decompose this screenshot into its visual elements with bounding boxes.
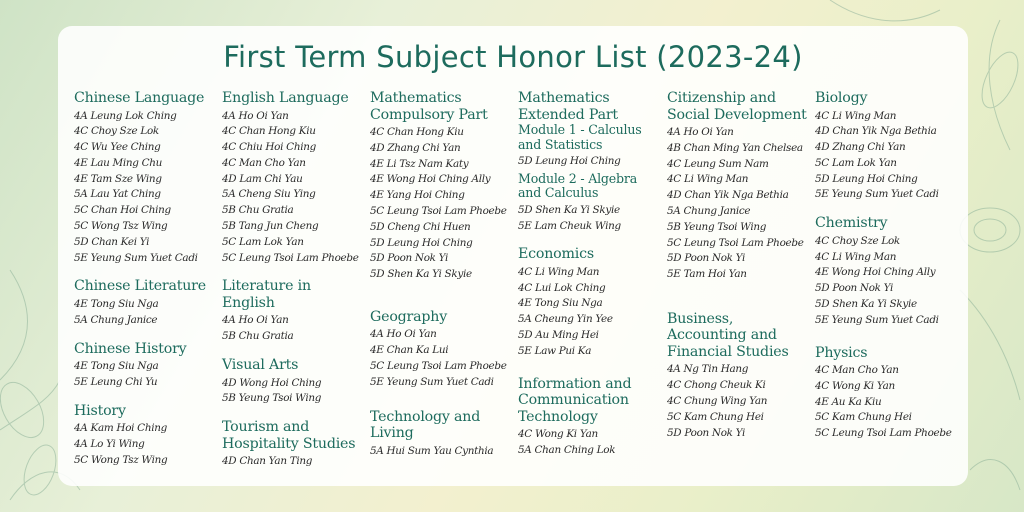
student-entry: 4E Wong Hoi Ching Ally <box>370 173 491 186</box>
student-entry: 4C Choy Sze Lok <box>74 125 159 138</box>
subject-heading: Geography <box>370 308 448 325</box>
student-entry: 5D Shen Ka Yi Skyie <box>370 268 472 281</box>
student-list <box>74 109 224 267</box>
student-entry: 4C Man Cho Yan <box>815 364 899 377</box>
student-entry: 4A Lo Yi Wing <box>74 437 145 450</box>
student-entry: 5D Poon Nok Yi <box>667 426 746 439</box>
student-entry: 5D Shen Ka Yi Skyie <box>518 203 620 216</box>
subject-heading: Mathematics Extended Part <box>518 90 618 123</box>
student-entry: 4E Chan Ka Lui <box>370 344 449 357</box>
column-2 <box>222 90 372 482</box>
subject-heading: Chemistry <box>815 215 888 232</box>
student-entry: 5D Leung Hoi Ching <box>370 236 473 249</box>
subject-heading: Chinese Literature <box>74 278 206 295</box>
column-6 <box>815 90 965 454</box>
student-entry: 5D Leung Hoi Ching <box>518 155 621 167</box>
student-entry: 4E Li Tsz Nam Katy <box>370 157 469 170</box>
module-subheading: Module 1 - Calculus and Statistics <box>518 122 642 152</box>
student-entry: 4A Leung Lok Ching <box>74 109 177 122</box>
student-entry: 5E Yeung Sum Yuet Cadi <box>815 313 939 326</box>
student-entry: 5A Lau Yat Ching <box>74 188 161 201</box>
student-entry: 5C Wong Tsz Wing <box>74 220 168 233</box>
subject-heading: Chinese Language <box>74 90 205 106</box>
student-entry: 5C Kam Chung Hei <box>815 411 912 424</box>
subject-section <box>74 341 224 391</box>
student-list <box>370 327 520 390</box>
student-entry: 4C Wong Ki Yan <box>518 428 598 441</box>
student-list <box>815 234 965 329</box>
subject-heading: History <box>74 402 126 419</box>
student-entry: 5D Poon Nok Yi <box>815 282 894 295</box>
student-entry: 5A Chung Janice <box>74 313 158 326</box>
subject-section <box>222 90 372 266</box>
subject-heading: Physics <box>815 344 868 361</box>
student-entry: 5B Yeung Tsoi Wing <box>667 220 767 233</box>
student-entry: 4C Li Wing Man <box>815 250 897 263</box>
student-entry: 5E Leung Chi Yu <box>74 375 158 388</box>
student-entry: 5E Tam Hoi Yan <box>667 268 747 281</box>
student-list <box>74 359 224 391</box>
student-entry: 4E Lau Ming Chu <box>74 156 163 169</box>
subject-heading: Economics <box>518 246 594 263</box>
subject-heading: Business, Accounting and Financial Studies <box>667 310 789 360</box>
student-entry: 4C Li Wing Man <box>815 109 897 122</box>
student-entry: 5D Poon Nok Yi <box>370 252 449 265</box>
subject-heading: Visual Arts <box>222 357 299 374</box>
subject-section <box>370 309 520 391</box>
student-entry: 5E Lam Cheuk Wing <box>518 219 621 232</box>
student-entry: 5C Kam Chung Hei <box>667 410 764 423</box>
student-entry: 5D Shen Ka Yi Skyie <box>815 297 917 310</box>
page-title: First Term Subject Honor List (2023-24) <box>223 40 803 74</box>
student-entry: 5B Yeung Tsoi Wing <box>222 392 322 405</box>
student-entry: 5B Tang Jun Cheng <box>222 220 319 233</box>
student-list <box>370 444 520 460</box>
student-entry: 5C Leung Tsoi Lam Phoebe <box>222 251 359 264</box>
student-entry: 4E Wong Hoi Ching Ally <box>815 266 936 279</box>
subject-section <box>370 90 520 283</box>
student-entry: 4E Tong Siu Nga <box>74 360 159 373</box>
student-list <box>222 109 372 267</box>
student-entry: 4C Li Wing Man <box>667 173 749 186</box>
student-entry: 4C Lui Lok Ching <box>518 281 606 294</box>
student-entry: 4C Chong Cheuk Ki <box>667 379 766 392</box>
student-entry: 5E Yeung Sum Yuet Cadi <box>370 375 494 388</box>
student-entry: 4A Ng Tin Hang <box>667 363 749 376</box>
student-entry: 4C Chan Hong Kiu <box>222 125 316 138</box>
student-entry: 5E Yeung Sum Yuet Cadi <box>74 251 198 264</box>
student-list <box>815 363 965 442</box>
student-entry: 4C Wu Yee Ching <box>74 141 161 154</box>
subject-heading: Chinese History <box>74 340 187 357</box>
student-entry: 5E Law Pui Ka <box>518 344 592 357</box>
student-list <box>74 421 224 468</box>
student-entry: 5A Chan Ching Lok <box>518 443 616 456</box>
subject-section <box>667 90 817 283</box>
student-list <box>222 376 372 408</box>
student-list <box>518 265 668 360</box>
student-entry: 5E Yeung Sum Yuet Cadi <box>815 188 939 201</box>
subject-section <box>222 357 372 407</box>
honor-list-panel <box>58 26 968 486</box>
student-entry: 5C Wong Tsz Wing <box>74 453 168 466</box>
student-entry: 4C Li Wing Man <box>518 265 600 278</box>
student-list <box>667 125 817 283</box>
subject-heading: Information and Communication Technology <box>518 375 632 425</box>
student-entry: 4C Chan Hong Kiu <box>370 126 464 138</box>
student-list <box>518 427 668 459</box>
student-entry: 4C Leung Sum Nam <box>667 157 769 170</box>
student-entry: 4A Ho Oi Yan <box>222 314 289 327</box>
student-entry: 4A Ho Oi Yan <box>667 126 734 138</box>
student-entry: 4D Wong Hoi Ching <box>222 376 322 389</box>
student-entry: 5C Leung Tsoi Lam Phoebe <box>667 236 804 249</box>
subject-section <box>667 311 817 441</box>
student-list <box>518 203 668 235</box>
student-entry: 5D Poon Nok Yi <box>667 252 746 265</box>
student-entry: 4C Wong Ki Yan <box>815 379 895 392</box>
student-entry: 4C Man Cho Yan <box>222 156 306 169</box>
student-entry: 5C Chan Hoi Ching <box>74 204 171 217</box>
student-entry: 4E Au Ka Kiu <box>815 395 882 408</box>
student-entry: 4D Zhang Chi Yan <box>815 141 906 154</box>
student-list <box>370 125 520 283</box>
student-list <box>815 109 965 204</box>
subject-section <box>222 278 372 345</box>
student-entry: 4E Tong Siu Nga <box>518 297 603 310</box>
subject-section <box>74 403 224 469</box>
subject-section <box>518 376 668 459</box>
subject-heading: English Language <box>222 90 349 106</box>
subject-section <box>815 215 965 328</box>
subject-heading: Biology <box>815 90 868 106</box>
student-list <box>518 154 668 170</box>
student-entry: 4A Ho Oi Yan <box>222 109 289 122</box>
student-entry: 4D Lam Chi Yau <box>222 172 303 185</box>
student-entry: 4D Zhang Chi Yan <box>370 141 461 154</box>
student-entry: 5C Leung Tsoi Lam Phoebe <box>370 360 507 373</box>
student-entry: 5D Cheng Chi Huen <box>370 220 471 233</box>
student-list <box>74 297 224 329</box>
subject-section <box>815 90 965 203</box>
module-subheading: Module 2 - Algebra and Calculus <box>518 170 638 201</box>
student-list <box>222 454 372 470</box>
student-entry: 5D Chan Kei Yi <box>74 235 150 248</box>
student-entry: 5B Chu Gratia <box>222 204 294 217</box>
subject-section <box>74 90 224 266</box>
student-entry: 5A Chung Janice <box>667 204 751 217</box>
subject-heading: Literature in English <box>222 278 311 311</box>
student-entry: 5C Lam Lok Yan <box>222 235 304 248</box>
student-entry: 5D Leung Hoi Ching <box>815 172 918 185</box>
student-entry: 4C Chung Wing Yan <box>667 395 768 408</box>
student-entry: 5A Cheung Yin Yee <box>518 313 613 326</box>
column-1 <box>74 90 224 481</box>
student-entry: 5D Au Ming Hei <box>518 329 599 342</box>
subject-section <box>518 246 668 359</box>
student-entry: 4C Chiu Hoi Ching <box>222 141 316 154</box>
student-entry: 5A Cheng Siu Ying <box>222 188 316 201</box>
subject-section <box>518 90 668 234</box>
student-entry: 4B Chan Ming Yan Chelsea <box>667 141 803 154</box>
subject-section <box>74 278 224 328</box>
student-list <box>222 313 372 345</box>
column-5 <box>667 90 817 453</box>
subject-heading: Technology and Living <box>370 408 481 442</box>
column-4 <box>518 90 668 471</box>
subject-section <box>815 345 965 442</box>
student-entry: 4D Chan Yan Ting <box>222 455 313 468</box>
student-entry: 4A Kam Hoi Ching <box>74 422 167 435</box>
student-entry: 4E Tam Sze Wing <box>74 172 162 185</box>
student-list <box>667 362 817 441</box>
student-entry: 4A Ho Oi Yan <box>370 328 437 341</box>
subject-heading: Citizenship and Social Development <box>667 90 807 123</box>
column-3 <box>370 90 520 471</box>
student-entry: 4E Tong Siu Nga <box>74 297 159 310</box>
student-entry: 4D Chan Yik Nga Bethia <box>815 125 937 138</box>
student-entry: 4C Choy Sze Lok <box>815 234 900 247</box>
student-entry: 4D Chan Yik Nga Bethia <box>667 189 789 202</box>
student-entry: 5A Hui Sum Yau Cynthia <box>370 444 494 457</box>
student-entry: 5C Leung Tsoi Lam Phoebe <box>815 427 952 440</box>
subject-section <box>222 419 372 470</box>
student-entry: 4E Yang Hoi Ching <box>370 189 465 202</box>
subject-heading: Tourism and Hospitality Studies <box>222 419 356 452</box>
subject-heading: Mathematics Compulsory Part <box>370 90 488 123</box>
student-entry: 5C Lam Lok Yan <box>815 156 897 169</box>
subject-section <box>370 409 520 460</box>
student-entry: 5B Chu Gratia <box>222 330 294 343</box>
student-entry: 5C Leung Tsoi Lam Phoebe <box>370 204 507 217</box>
